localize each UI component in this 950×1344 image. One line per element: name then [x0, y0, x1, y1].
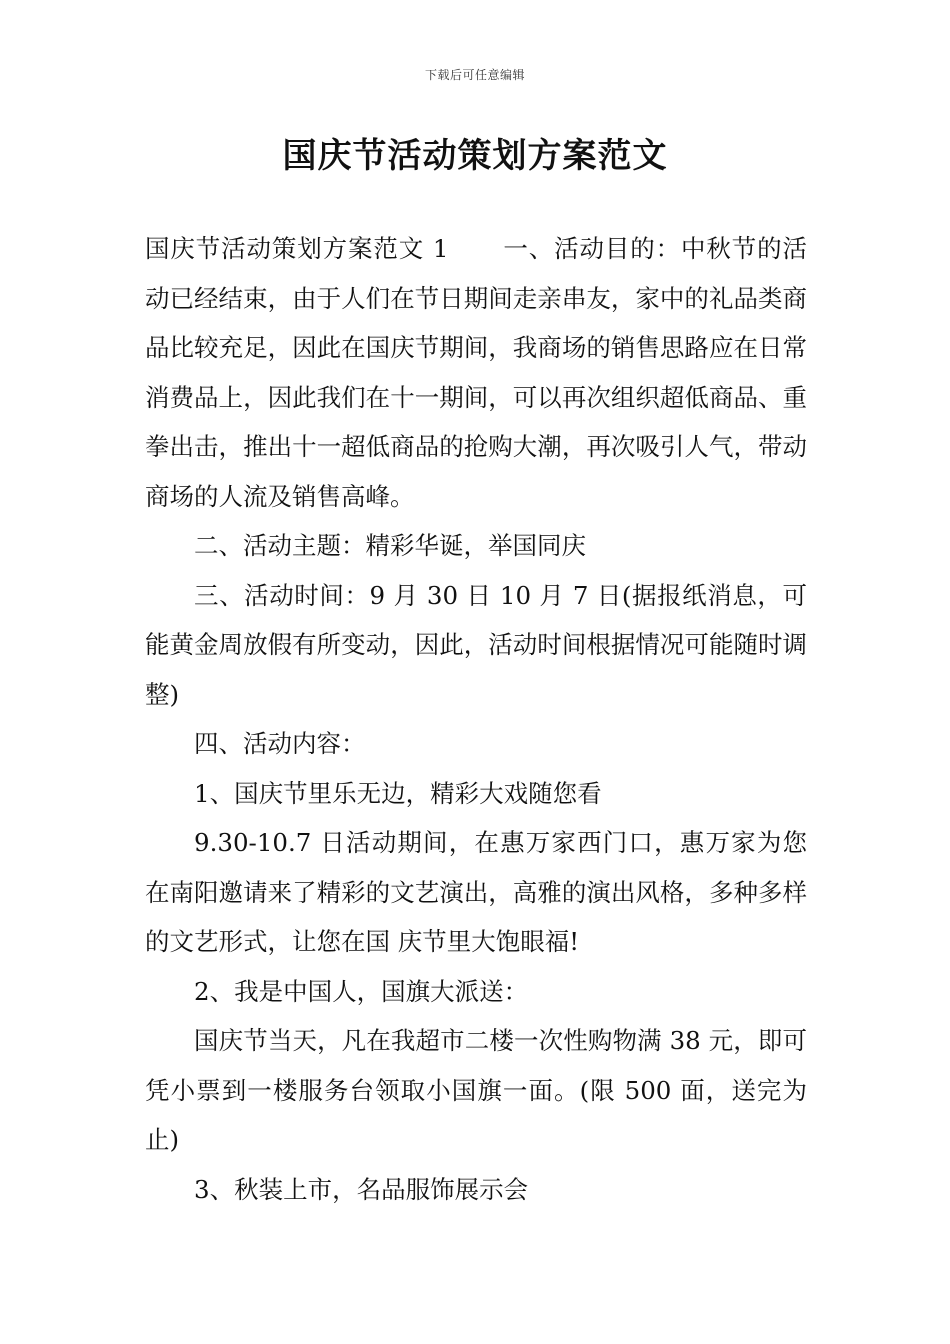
paragraph-theme: 二、活动主题：精彩华诞，举国同庆 [194, 531, 586, 560]
paragraph-item-3: 3、秋装上市，名品服饰展示会 [194, 1174, 529, 1204]
paragraph-content-heading: 四、活动内容： [194, 729, 366, 758]
paragraph-item-1: 1、国庆节里乐无边，精彩大戏随您看 [194, 778, 602, 808]
paragraph-time: 三、活动时间：9 月 30 日 10 月 7 日(据报纸消息，可能黄金周放假有所变动，因此，活动时间根据情况可能随时调整) [145, 580, 807, 709]
document-body [145, 224, 807, 1214]
intro-text: 一、活动目的：中秋节的活动已经结束，由于人们在节日期间走亲串友，家中的礼品类商品比较充足，因此在国庆节期间，我商场的销售思路应在日常消费品上，因此我们在十一期间，可以再次组织超低商品、重拳出击，推出十一超低商品的抢购大潮，再次吸引人气，带动商场的人流及销售高峰。 [145, 234, 807, 511]
intro-heading: 国庆节活动策划方案范文 1 [145, 234, 449, 263]
document-title: 国庆节活动策划方案范文 [282, 136, 668, 176]
intro-paragraph [145, 224, 807, 521]
paragraph-item-2-detail: 国庆节当天，凡在我超市二楼一次性购物满 38 元，即可凭小票到一楼服务台领取小国旗一面。(限 500 面，送完为止) [145, 1026, 807, 1154]
paragraph-item-2: 2、我是中国人，国旗大派送： [194, 976, 529, 1006]
header-note: 下载后可任意编辑 [424, 68, 525, 82]
paragraph-item-1-detail: 9.30-10.7 日活动期间，在惠万家西门口，惠万家为您在南阳邀请来了精彩的文艺演出，高雅的演出风格，多种多样的文艺形式，让您在国 庆节里大饱眼福! [145, 828, 807, 956]
